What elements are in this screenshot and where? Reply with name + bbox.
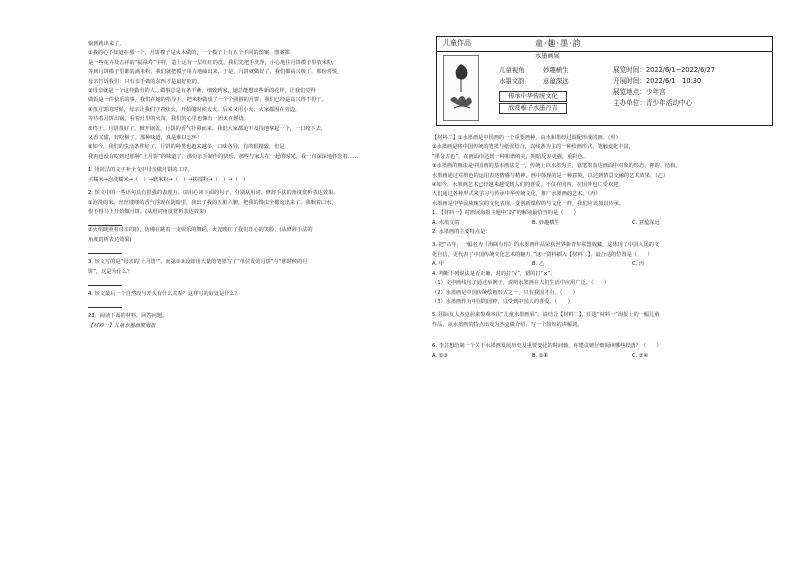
poster-tag: 儿童作品 bbox=[443, 39, 471, 47]
answer-blank[interactable] bbox=[88, 277, 122, 286]
text-line: ④蒸月饼的时候，母亲让我们守着灶火，开始的时候大火，后来又用小火，大家都围在旁边， bbox=[88, 106, 301, 113]
text-line: ②我的心不知道在那一个，月饼模子是火木做的，一个模子上有五个不同的图案，图案都 bbox=[88, 50, 290, 57]
poster-header bbox=[437, 37, 772, 52]
question-4: 4. 短文最后一个自然段与开头有什么关系？这样写的好处是什么？ bbox=[88, 290, 240, 297]
question-2-sentence: 恨不得马上开始做月饼。(从用词角度赏析表达效果) bbox=[88, 208, 207, 215]
question-1-chain: 买糯米→泡洗糯米→（ ）→磨米粉→（ ）→搓揉粉→（ ）→（ ） bbox=[88, 176, 249, 183]
question-2: 2. 水墨画的主要特点是： bbox=[432, 229, 491, 236]
poster-info-line: 开展时间：2022/6/1 10:30 bbox=[613, 77, 702, 85]
question-1: 1. 用简洁的文字补全文中母亲做月饼的工序。 bbox=[88, 167, 194, 174]
poster-slogan-2: 欣赏稚子水墨丹青 bbox=[499, 103, 567, 114]
material-2-line: 水墨画是中华民族瑰宝的文化表现，变创新课程的与文化一样，我们应该加以传承。 bbox=[432, 200, 624, 207]
material-2-line: ②水墨画是将中国传统的笔墨与纸张结合，以线条为主的一种绘画形式，笔触变化丰富， bbox=[432, 144, 634, 151]
right-column bbox=[432, 40, 732, 361]
option-c[interactable]: C. 丙 bbox=[632, 261, 645, 268]
poster-phrases-a bbox=[499, 65, 525, 87]
text-line: 是一些花卉及吉祥的“福禄寿”字样，造上运有一层红红的皮。我们先把手洗净，小心地往月饼模子里放米粉， bbox=[88, 59, 338, 66]
poster-phrases-b bbox=[543, 65, 569, 87]
material-2-line: 【材料二】①水墨画是中国画的一个重要画种，由水和墨经过调配形成的画。（甲） bbox=[432, 135, 621, 141]
exhibition-poster bbox=[436, 36, 773, 126]
poster-phrase: 妙趣横生 bbox=[543, 66, 569, 74]
question-2-sentence: ②火焰映照着母亲的脸，仿佛在跳着一支快乐的舞蹈，火光映红了我们开心的笑脸。(从修辞手法的 bbox=[88, 227, 313, 234]
question-4-item: （1）文中画线句子通过举例子，说明水墨画在人们生活中应用广泛。（ ） bbox=[432, 280, 610, 287]
poster-title: 童·趣·墨·韵 bbox=[535, 39, 582, 48]
question-3: 饼”，这是为什么？ bbox=[88, 268, 133, 275]
text-line: 等到月饼模子里都装满米粉，我们就把模子用力地磕出来，于是，月饼就做好了，我们都高兴极了，那份喜悦， bbox=[88, 69, 343, 76]
text-line: 母亲告诉我们：只有亲手做的东西才是最好吃的。 bbox=[88, 78, 203, 85]
text-line: ⑥如今，我们的生活条件好了，月饼的种类也越来越多，口味各异，有的很精致，但是 bbox=[88, 144, 285, 151]
question-4: 4. 判断下列说法是否正确，对的打“√”，错的打“×”。 bbox=[432, 270, 556, 277]
poster-info-line: 展览地点：少年宫 bbox=[613, 88, 666, 96]
option-b[interactable]: B. ①④ bbox=[532, 352, 549, 359]
question-5: 5. 国际友人杰克前来参观本次“儿童水墨画展”，请结合【材料二】，任选“材料一”海报上的一幅儿童 bbox=[432, 312, 660, 319]
material-2-line: “墨分五色”，在画面中达到一种和谐的美，明暗反差更强，重彩色。 bbox=[432, 153, 588, 160]
question-1: 1. 【材料一】对画展海报主题中“韵”的解读最恰当的是（ ） bbox=[432, 210, 579, 217]
question-2: 2. 短文中的一些语句具有很强的表现力。请用心读下面的句子，分别从用词、修辞手法的角度赏析表达效果。 bbox=[88, 190, 339, 197]
answer-blank[interactable] bbox=[88, 299, 122, 308]
material-2-line: 人们通过各种形式来学习与传承中华传统文化，推广水墨画的艺术。（丙） bbox=[432, 191, 601, 198]
option-b[interactable]: B. 乙 bbox=[532, 261, 545, 268]
question-4-item: （3）水墨画作为中国的国粹，只受到中国人的喜爱。（ ） bbox=[432, 298, 573, 305]
ink-painting-image bbox=[443, 55, 479, 121]
option-a[interactable]: A. ①③ bbox=[432, 352, 449, 359]
text-line: 又香又甜，好吃极了。那种味道，真是难以忘怀！ bbox=[88, 135, 203, 142]
question-6: 6. 李芸想给制一个关于水墨画发展历史及重要变化的时间轴，你建议她仔细阅读哪些段落？（ ） bbox=[432, 343, 662, 350]
text-line: ⑤终于，月饼蒸好了，掀开锅盖，月饼的香气扑鼻而来，我们大家都迫不及待地拿起一个，一口咬下去， bbox=[88, 125, 327, 132]
answer-blank[interactable] bbox=[88, 245, 122, 254]
material-2-line: ④如今，水墨画艺术已经越来越受到人们的喜爱，不仅在国内，在国外也广受欢迎。 bbox=[432, 182, 624, 189]
poster-info bbox=[613, 65, 715, 109]
text-line: 愉到就出来了。 bbox=[88, 41, 125, 47]
text-line: 做饭是一件快乐的事，我们在她的指导下，把米粉做成了一个个圆圆的月饼，我们已经是高兴得不得了。 bbox=[88, 97, 327, 104]
option-a[interactable]: A. 水墨文韵 bbox=[432, 219, 460, 226]
option-c[interactable]: C. ②④ bbox=[632, 352, 649, 359]
option-b[interactable]: B. 妙趣横生 bbox=[532, 219, 560, 226]
material-2-line: ③水墨画的画法是中国画的基本画法之一，传统上以水墨为主，靠笔墨表达画面中对象的形态、神韵、结构。 bbox=[432, 163, 681, 170]
left-column bbox=[88, 40, 388, 331]
question-4-item: （2）水墨画是中国传统绘画形式之一，只有我国才有。（ ） bbox=[432, 289, 578, 296]
poster-phrase: 儿童视角 bbox=[499, 66, 525, 74]
poster-info-line: 展览时间：2022/6/1~2022/6/27 bbox=[613, 66, 715, 74]
question-3: 化自信，更代表了中国传统文化艺术的魅力。”这一资料插入【材料二】，最合适的位置是（ ） bbox=[432, 251, 653, 258]
poster-info-line: 主办单位：青少年活动中心 bbox=[613, 99, 693, 107]
question-23: 23、阅读下面的材料，回答问题。 bbox=[88, 313, 168, 320]
question-3-options bbox=[432, 260, 732, 269]
option-c[interactable]: C. 意蕴深远 bbox=[632, 219, 660, 226]
question-5: 作品，从水墨画的特点出发为杰克做介绍，写一个简短的讲解词。 bbox=[432, 321, 583, 328]
text-line: ③母亲就是一个这样勤劳的人，做事总是有条不紊，细致到家，她总能想出些新的花样，让我们觉得 bbox=[88, 88, 316, 95]
option-a[interactable]: A. 甲 bbox=[432, 261, 444, 268]
material-1-title: 【材料一】儿童水墨画展海报 bbox=[88, 322, 156, 329]
question-3: 3. 把“古年，一幅名为《海阔有你》的水墨画作品荣获世界新青年联盟收藏，这体现了中国人民的文 bbox=[432, 242, 660, 249]
question-1-options bbox=[432, 219, 732, 228]
answer-blank[interactable] bbox=[88, 217, 122, 226]
text-line: 我再也没有吃到过那种“土月饼”的味道了。那份亲手制作的快乐，那些与家人在一起的时光，我一直深深地怀念着…… bbox=[88, 153, 358, 160]
question-2-sentence: 角度赏析表达效果) bbox=[88, 236, 132, 243]
poster-phrase: 水墨文韵 bbox=[499, 77, 525, 85]
question-6-options bbox=[432, 352, 732, 361]
poster-phrase: 意蕴深远 bbox=[543, 77, 569, 85]
text-line: 等待着月饼出锅，看着灶里的火苗，我们的心里也像有一团火在燃烧。 bbox=[88, 116, 249, 123]
poster-subtitle: 水墨画展 bbox=[535, 53, 560, 60]
material-2-line: 水墨画通过对墨色的运用表达情感与精神，画中体现的是一种意境，以达到情景交融的艺术效果。（乙） bbox=[432, 172, 669, 179]
question-3: 3. 短文写的是“母亲的‘土月饼’”，而第①③段却用大量的笔墨写了“单位发的月饼”与“那时候的月 bbox=[88, 259, 308, 266]
question-2-sentence: ①泡洗的米，丝丝缕缕的香气浮现在阴暗里，我出了我的五脏六腑，把我的馋虫全都勾出来了。我咽着口水， bbox=[88, 199, 337, 206]
poster-slogan-1: 传承中华传统文化 bbox=[499, 91, 567, 102]
